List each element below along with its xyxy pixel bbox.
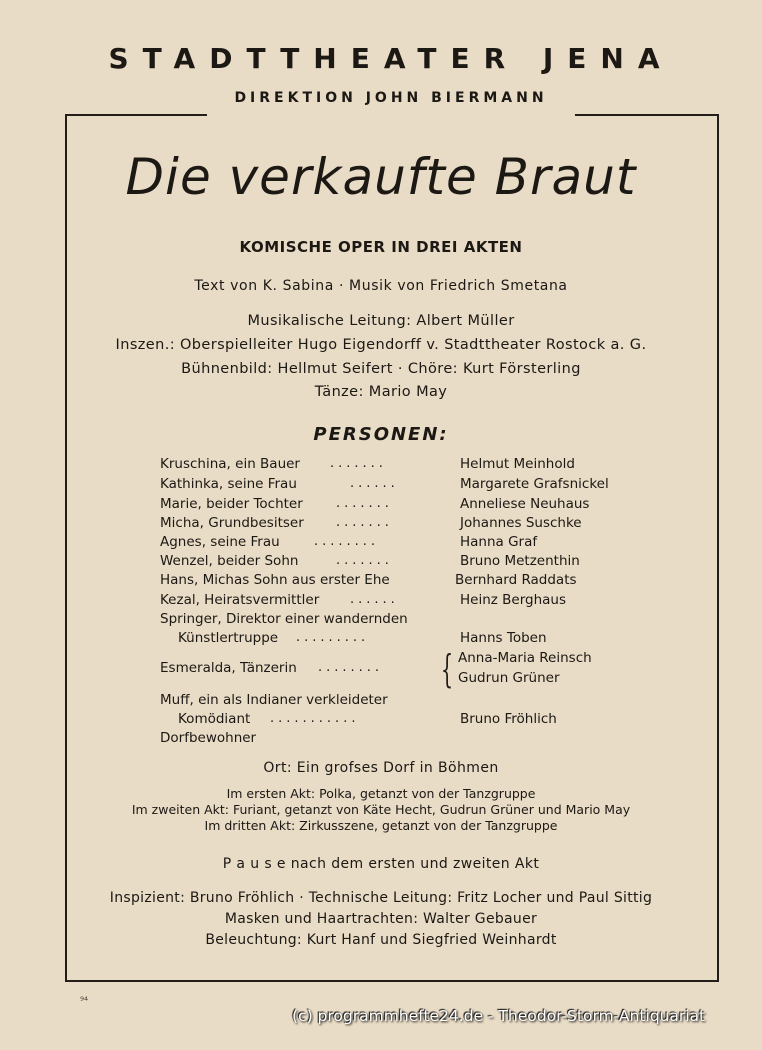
- cast-role: Dorfbewohner: [160, 730, 257, 746]
- cast-row: [0, 515, 762, 535]
- authors-credit: Text von K. Sabina · Musik von Friedrich Smetana: [194, 278, 568, 294]
- pause-line: P a u s e nach dem ersten und zweiten Akt: [222, 856, 540, 872]
- cast-role: Agnes, seine Frau: [160, 534, 280, 550]
- dance-line: Im ersten Akt: Polka, getanzt von der Tanzgruppe: [226, 786, 536, 801]
- leader-dots: ........: [318, 660, 384, 675]
- cast-row: [0, 496, 762, 516]
- setting-line: Ort: Ein grofses Dorf in Böhmen: [263, 760, 499, 776]
- page-mark: ⁹⁴: [80, 996, 89, 1007]
- staff-line: Musikalische Leitung: Albert Müller: [247, 313, 515, 329]
- cast-actor: Bruno Metzenthin: [460, 553, 580, 569]
- leader-dots: ...........: [270, 711, 360, 726]
- cast-actor: Anneliese Neuhaus: [460, 496, 590, 512]
- cast-row: [0, 553, 762, 573]
- cast-row: [0, 456, 762, 476]
- cast-role: Esmeralda, Tänzerin: [160, 660, 297, 676]
- cast-role: Marie, beider Tochter: [160, 496, 303, 512]
- cast-actor: Johannes Suschke: [460, 515, 582, 531]
- theater-name: STADTTHEATER JENA: [108, 42, 674, 75]
- opera-title: Die verkaufte Braut: [125, 148, 637, 206]
- cast-role: Künstlertruppe: [178, 630, 279, 646]
- cast-row: [0, 730, 762, 750]
- cast-actor: Hanna Graf: [460, 534, 538, 550]
- cast-actor: Margarete Grafsnickel: [460, 476, 609, 492]
- cast-row: [0, 572, 762, 592]
- tech-line: Beleuchtung: Kurt Hanf und Siegfried Weinhardt: [205, 932, 557, 948]
- dance-line: Im zweiten Akt: Furiant, getanzt von Käte Hecht, Gudrun Grüner und Mario May: [131, 802, 631, 817]
- cast-role: Springer, Direktor einer wandernden: [160, 611, 408, 627]
- cast-role: Kathinka, seine Frau: [160, 476, 297, 492]
- staff-line: Inszen.: Oberspielleiter Hugo Eigendorff v. Stadttheater Rostock a. G.: [115, 337, 647, 353]
- cast-row: [0, 630, 762, 650]
- cast-actor: Bernhard Raddats: [455, 572, 577, 588]
- leader-dots: ........: [314, 534, 380, 549]
- cast-row: [0, 711, 762, 731]
- cast-actor: Heinz Berghaus: [460, 592, 567, 608]
- cast-row: [0, 611, 762, 631]
- brace-glyph: {: [441, 647, 454, 691]
- cast-role: Muff, ein als Indianer verkleideter: [160, 692, 388, 708]
- staff-line: Bühnenbild: Hellmut Seifert · Chöre: Kurt Försterling: [181, 361, 581, 377]
- opera-subtitle: KOMISCHE OPER IN DREI AKTEN: [239, 238, 523, 256]
- cast-role: Kruschina, ein Bauer: [160, 456, 300, 472]
- tech-line: Inspizient: Bruno Fröhlich · Technische Leitung: Fritz Locher und Paul Sittig: [109, 890, 653, 906]
- leader-dots: .........: [296, 630, 370, 645]
- cast-row: [0, 692, 762, 712]
- leader-dots: ......: [350, 476, 399, 491]
- tech-line: Masken und Haartrachten: Walter Gebauer: [224, 911, 538, 927]
- dance-line: Im dritten Akt: Zirkusszene, getanzt von der Tanzgruppe: [204, 818, 558, 833]
- copyright-watermark: (c) programmhefte24.de - Theodor-Storm-Antiquariat: [292, 1007, 706, 1025]
- cast-actor: Gudrun Grüner: [458, 670, 560, 686]
- cast-role: Komödiant: [178, 711, 251, 727]
- cast-role: Hans, Michas Sohn aus erster Ehe: [160, 572, 390, 588]
- staff-line: Tänze: Mario May: [314, 384, 448, 400]
- leader-dots: ......: [350, 592, 399, 607]
- cast-row: [0, 670, 762, 690]
- cast-row: [0, 476, 762, 496]
- cast-row: [0, 534, 762, 554]
- cast-actor: Helmut Meinhold: [460, 456, 575, 472]
- leader-dots: .......: [336, 553, 393, 568]
- leader-dots: .......: [336, 515, 393, 530]
- cast-row: [0, 592, 762, 612]
- leader-dots: .......: [336, 496, 393, 511]
- cast-actor: Bruno Fröhlich: [460, 711, 557, 727]
- leader-dots: .......: [330, 456, 387, 471]
- cast-actor: Hanns Toben: [460, 630, 547, 646]
- direktion-line: DIREKTION JOHN BIERMANN: [234, 90, 548, 106]
- personen-heading: PERSONEN:: [313, 424, 449, 445]
- cast-role: Micha, Grundbesitser: [160, 515, 304, 531]
- cast-actor: Anna-Maria Reinsch: [458, 650, 592, 666]
- cast-role: Kezal, Heiratsvermittler: [160, 592, 320, 608]
- cast-role: Wenzel, beider Sohn: [160, 553, 299, 569]
